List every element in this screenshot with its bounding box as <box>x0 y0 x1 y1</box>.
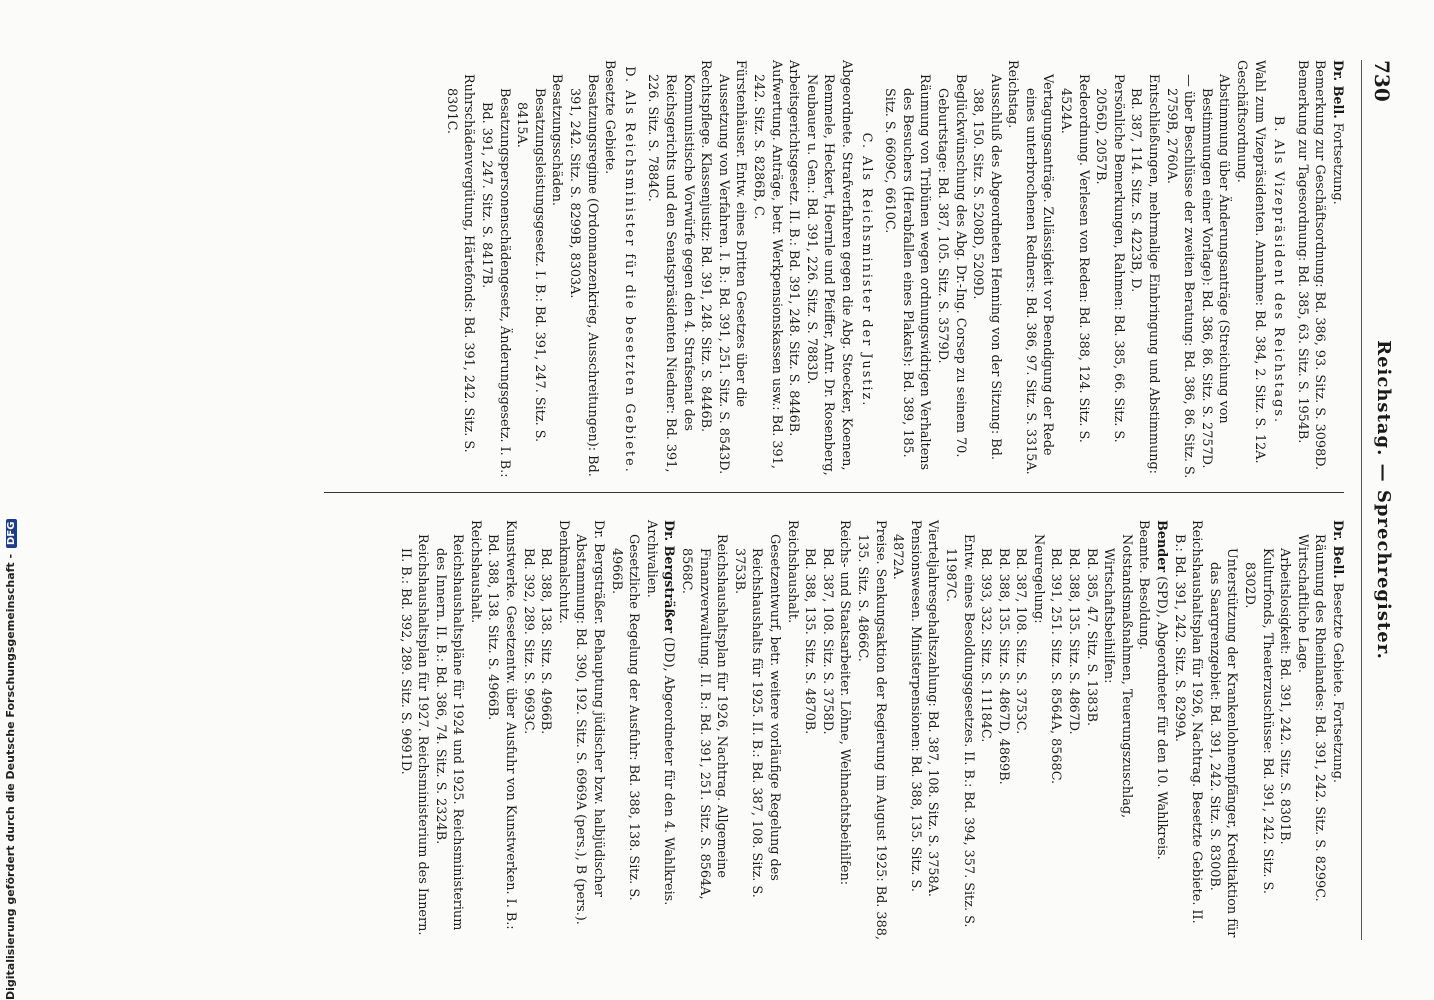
register-line: Abstimmung über Änderungsanträge (Streichung von Bestimmungen einer Vorlage): Bd. 386, 86. Sitz. S. 2757D. <box>1198 74 1232 469</box>
register-line: Abgeordnete. Strafverfahren gegen die Abg. Stoecker, Koenen, Remmele, Heckert, Hoernle und Pfeiffer, Antr. Dr. Rosenberg, Neubauer u. Gen.: Bd. 391, 226. Sitz. S. 7883D. <box>803 60 854 476</box>
register-line: Bd. 391, 251. Sitz. S. 8564A, 8568C. <box>1048 548 1064 785</box>
entry-text: (SPD), Abgeordneter für den 10. Wahlkreis. <box>1154 572 1170 860</box>
register-line: Beglückwünschung des Abg. Dr.-Ing. Corsep zu seinem 70. Geburtstage: Bd. 387, 105. Sitz. S. 3579D. <box>934 74 968 458</box>
running-head: Reichstag. — Sprechregister. <box>1373 340 1394 660</box>
register-line: Besatzungsleistungsgesetz. I. B.: Bd. 391, 247. Sitz. S. 8415A. <box>514 88 547 443</box>
register-entry <box>660 520 678 940</box>
register-line: Bd. 388, 135. Sitz. S. 4870B. <box>802 548 818 735</box>
register-line: Bd. 393, 332. Sitz. S. 11184C. <box>978 548 994 743</box>
column-separator <box>324 492 1344 493</box>
register-line: Reichstag. <box>1005 60 1021 129</box>
register-line: Geschäftsordnung. <box>1234 60 1250 183</box>
entry-text: (DD), Abgeordneter für den 4. Wahlkreis. <box>661 632 677 906</box>
register-entry <box>1152 520 1170 940</box>
right-column <box>396 520 1346 940</box>
register-line: Preise. Senkungsaktion der Regierung im August 1925: Bd. 388, 135. Sitz. S. 4866C. <box>854 520 888 940</box>
register-entry <box>1328 520 1346 940</box>
register-line: Reichshaushaltsplan für 1926, Nachtrag. Besetzte Gebiete. II. B.: Bd. 391, 242. Sitz. S. 8299A. <box>1171 520 1205 924</box>
register-line: Bemerkung zur Geschäftsordnung: Bd. 386, 93. Sitz. S. 3098D. <box>1312 60 1328 471</box>
register-line: Reichshaushalt. <box>467 520 483 624</box>
register-line: Bd. 392, 289. Sitz. S. 9693C. <box>520 548 536 735</box>
register-line: Rechtspflege. Klassenjustiz: Bd. 391, 248. Sitz. S. 8446B. Kommunistische Vorwürfe gegen den 4. Strafsenat des Reichsgerichts und den Senatspräsidenten Niedner: Bd. 391, 226. Sitz. S. 7884C. <box>645 60 714 473</box>
header-rule <box>1361 60 1362 940</box>
register-line: Vierteljahresgehaltszahlung: Bd. 387, 108. Sitz. S. 3758A. <box>925 520 941 897</box>
register-line: Archivalien. <box>643 520 659 598</box>
register-line: Reichs- und Staatsarbeiter. Löhne, Weihnachtsbeihilfen: <box>837 520 853 886</box>
dfg-logo: DFG <box>6 519 17 548</box>
register-line: Persönliche Bemerkungen, Rahmen: Bd. 385, 66. Sitz. S. 2056D, 2057B. <box>1093 74 1126 443</box>
register-line: Bemerkung zur Tagesordnung: Bd. 385, 63. Sitz. S. 1954B. <box>1294 60 1310 444</box>
register-line: — über Beschlüsse der zweiten Beratung: Bd. 386, 86. Sitz. S. 2759B, 2760A. <box>1163 74 1197 479</box>
entry-name: Dr. Bergsträßer <box>661 520 677 633</box>
register-line: Reichshaushaltspläne für 1924 und 1925. Reichsministerium des Innern. II. B.: Bd. 386, 74. Sitz. S. 2324B. <box>432 534 466 931</box>
register-line: Bd. 387, 108. Sitz. S. 3758D. <box>819 548 835 735</box>
register-line: Gesetzliche Regelung der Ausfuhr: Bd. 388, 138. Sitz. S. 4966B. <box>608 534 642 901</box>
register-line: Kunstwerke. Gesetzentw. über Ausfuhr von Kunstwerken. I. B.: Bd. 388, 138. Sitz. S. 4966B. <box>485 520 519 930</box>
register-line: Bd. 387, 108. Sitz. S. 3753C. <box>1013 548 1029 735</box>
register-line: Arbeitslosigkeit: Bd. 391, 242. Sitz. S. 8301B. <box>1277 548 1293 845</box>
entry-name: Dr. Bell. <box>1330 520 1345 579</box>
register-line: Fürstenhäuser. Entw. eines Dritten Gesetzes über die Aussetzung von Verfahren. I. B.: Bd. 391, 251. Sitz. S. 8543D. <box>715 60 749 475</box>
register-line: Unterstützung der Krankenlohnempfänger, Kreditaktion für das Saargrenzgebiet: Bd. 391, 242. Sitz. S. 8300B. <box>1206 548 1240 938</box>
register-line: Besatzungsschäden. <box>549 74 565 206</box>
register-line: Aufwertung. Anträge, betr. Werkpensionskassen usw.: Bd. 391, 242. Sitz. S. 8286B, C. <box>751 60 784 469</box>
register-line: Entschließungen, mehrmalige Einbringung und Abstimmung: Bd. 387, 114. Sitz. S. 4223B, D. <box>1128 74 1162 474</box>
register-line: Neuregelung: <box>1030 534 1046 624</box>
register-line: Bd. 385, 47. Sitz. S. 1383B. <box>1083 548 1099 727</box>
register-line: Wahl zum Vizepräsidenten. Annahme: Bd. 384, 2. Sitz. S. 12A. <box>1251 60 1267 464</box>
register-line: Dr. Bergsträßer. Behauptung jüdischer bzw. halbjüdischer Abstammung: Bd. 390, 192. Sitz. S. 6969A (pers.), B (pers.). <box>573 520 607 925</box>
entry-name: Dr. Bell. <box>1330 60 1345 119</box>
register-line: Räumung des Rheinlandes: Bd. 391, 242. Sitz. S. 8299C. <box>1312 534 1328 902</box>
register-entry <box>1328 60 1346 480</box>
section-heading: B. Als Vizepräsident des Reichstags. <box>1271 115 1287 425</box>
register-line: Besetzte Gebiete. <box>602 60 618 175</box>
digitization-credit <box>4 0 24 1000</box>
register-line: Notstandsmaßnahmen, Teuerungszuschlag, Wirtschaftsbeihilfen: <box>1101 534 1134 819</box>
page-header <box>1360 0 1394 1000</box>
section-heading: D. Als Reichsminister für die besetzten Gebiete. <box>621 66 637 474</box>
register-line: Ruhrschädenvergütung, Härtefonds: Bd. 391, 242. Sitz. S. 8301C. <box>443 74 477 453</box>
register-line: Reichshaushaltsplan für 1926, Nachtrag. Allgemeine Finanzverwaltung. II. B.: Bd. 391, 251. Sitz. S. 8564A, 8568C. <box>679 534 730 900</box>
register-line: Gesetzentwurf, betr. weitere vorläufige Regelung des Reichshaushalts für 1925. II. B.: Bd. 387, 108. Sitz. S. 3753B. <box>731 534 782 898</box>
register-line: Vertagungsanträge. Zulässigkeit vor Beendigung der Rede eines unterbrochenen Redners: Bd. 386, 97. Sitz. S. 3315A. <box>1022 74 1056 475</box>
entry-text: Besetzte Gebiete. Fortsetzung. <box>1330 578 1345 783</box>
register-line: Entw. eines Besoldungsgesetzes. II. B.: Bd. 394, 357. Sitz. S. 11987C. <box>942 534 976 928</box>
register-line: Besatzungsregime (Ordonnanzenkrieg, Ausschreitungen): Bd. 391, 242. Sitz. S. 8299B, 8303A. <box>567 74 600 477</box>
register-line: Ausschluß des Abgeordneten Henning von der Sitzung: Bd. 388, 150. Sitz. S. 5208D, 5209D. <box>970 74 1003 460</box>
register-line: Kulturfonds, Theaterzuschüsse: Bd. 391, 242. Sitz. S. 8302D. <box>1242 548 1275 894</box>
entry-name: Bender <box>1154 520 1170 573</box>
credit-text: Digitalisierung gefördert durch die Deutsche Forschungsgemeinschaft - <box>4 553 17 1000</box>
register-line: Besatzungspersonenschädengesetz, Änderungsgesetz. I. B.: Bd. 391, 247. Sitz. S. 8417B. <box>479 88 512 478</box>
section-heading: C. Als Reichsminister der Justiz. <box>858 132 874 408</box>
register-line: Reichshaushalt. <box>784 520 800 624</box>
register-line: Beamte. Besoldung. <box>1136 520 1152 650</box>
left-column <box>442 60 1346 480</box>
register-line: Bd. 388, 135. Sitz. S. 4867D. <box>1066 548 1082 735</box>
register-line: Arbeitsgerichtsgesetz. II. B.: Bd. 391, 248. Sitz. S. 8446B. <box>786 60 802 437</box>
entry-text: Fortsetzung. <box>1330 118 1345 205</box>
register-line: Reichshaushaltsplan für 1927. Reichsministerium des Innern. II. B.: Bd. 392, 289. Sitz. S. 9691D. <box>397 534 431 936</box>
register-line: Bd. 388, 138. Sitz. S. 4966B. <box>538 548 554 735</box>
register-line: Redeordnung. Verlesen von Reden: Bd. 388, 124. Sitz. S. 4524A. <box>1058 74 1091 443</box>
register-line: Bd. 388, 135. Sitz. S. 4867D, 4869B. <box>995 548 1011 785</box>
register-line: Wirtschaftliche Lage. <box>1294 534 1310 673</box>
register-line: Räumung von Tribünen wegen ordnungswidrigen Verhaltens des Besuchers (Herabfallen eines Plakats): Bd. 389, 185. Sitz. S. 6609C, 6610C. <box>882 74 933 471</box>
register-line: Pensionswesen. Ministerpensionen: Bd. 388, 135. Sitz. S. 4872A. <box>890 520 923 892</box>
register-line: Denkmalschutz. <box>555 520 571 624</box>
page-number: 730 <box>1370 60 1394 102</box>
